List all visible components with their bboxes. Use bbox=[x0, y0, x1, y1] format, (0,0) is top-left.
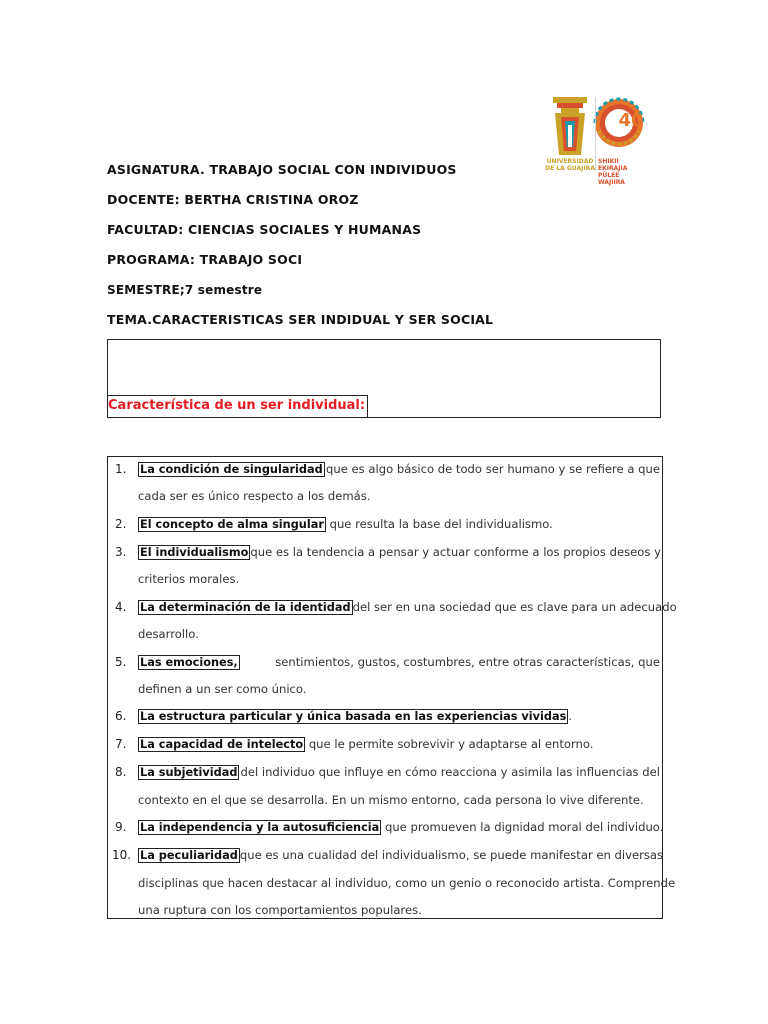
item-term: La subjetividad bbox=[140, 766, 238, 779]
facultad-line: FACULTAD: CIENCIAS SOCIALES Y HUMANAS bbox=[107, 222, 422, 237]
item-term: La independencia y la autosuficiencia bbox=[140, 821, 380, 834]
logo-left-text: UNIVERSIDAD DE LA GUAJIRA bbox=[545, 158, 595, 172]
logo-divider bbox=[595, 97, 596, 171]
semestre-line: SEMESTRE;7 semestre bbox=[107, 283, 263, 297]
item-continuation: contexto en el que se desarrolla. En un mismo entorno, cada persona lo vive diferente. bbox=[138, 793, 644, 807]
item-number: 5. bbox=[115, 655, 127, 669]
tema-line: TEMA.CARACTERISTICAS SER INDIDUAL Y SER SOCIAL bbox=[107, 312, 494, 327]
item-text: que promueven la dignidad moral del individuo. bbox=[384, 820, 664, 834]
logo-right-text: SHIKII EKIRAJIA PÜLEE WAJIIRA bbox=[598, 158, 628, 186]
item-number: 4. bbox=[115, 600, 127, 614]
item-term: La estructura particular y única basada en las experiencias vividas bbox=[140, 710, 567, 723]
item-continuation: cada ser es único respecto a los demás. bbox=[138, 489, 371, 503]
item-text: del individuo que influye en cómo reacciona y asimila las influencias del bbox=[240, 765, 660, 779]
item-term: La capacidad de intelecto bbox=[140, 738, 304, 751]
item-term: La determinación de la identidad bbox=[140, 601, 351, 614]
item-text: que es algo básico de todo ser humano y se refiere a que bbox=[326, 462, 660, 476]
item-term: El individualismo bbox=[140, 546, 249, 559]
document-header bbox=[107, 160, 493, 340]
item-number: 6. bbox=[115, 709, 127, 723]
item-term: La condición de singularidad bbox=[140, 463, 323, 476]
item-number: 3. bbox=[115, 545, 127, 559]
item-continuation: desarrollo. bbox=[138, 627, 199, 641]
programa-line: PROGRAMA: TRABAJO SOCI bbox=[107, 252, 303, 267]
item-text: del ser en una sociedad que es clave para un adecuado bbox=[352, 600, 677, 614]
section-title: Característica de un ser individual: bbox=[108, 395, 368, 417]
item-text: sentimientos, gustos, costumbres, entre otras características, que bbox=[275, 655, 660, 669]
item-text: que resulta la base del individualismo. bbox=[329, 517, 553, 531]
docente-line: DOCENTE: BERTHA CRISTINA OROZ bbox=[107, 192, 359, 207]
item-text: que le permite sobrevivir y adaptarse al entorno. bbox=[308, 737, 594, 751]
item-term: El concepto de alma singular bbox=[140, 518, 324, 531]
item-text: que es una cualidad del individualismo, se puede manifestar en diversas bbox=[239, 848, 664, 862]
item-number: 9. bbox=[115, 820, 127, 834]
item-text: que es la tendencia a pensar y actuar conforme a los propios deseos y bbox=[250, 545, 661, 559]
item-continuation: definen a un ser como único. bbox=[138, 682, 307, 696]
characteristics-list-box bbox=[107, 456, 677, 919]
item-term: Las emociones, bbox=[140, 656, 238, 669]
item-number: 1. bbox=[115, 462, 127, 476]
item-continuation: disciplinas que hacen destacar al individuo, como un genio o reconocido artista. Comprende bbox=[138, 876, 676, 890]
item-term: La peculiaridad bbox=[140, 849, 238, 862]
item-number: 10. bbox=[112, 848, 132, 862]
logo-badge-number: 40 bbox=[618, 110, 644, 131]
item-number: 8. bbox=[115, 765, 127, 779]
item-number: 2. bbox=[115, 517, 127, 531]
asignatura-line: ASIGNATURA. TRABAJO SOCIAL CON INDIVIDUOS bbox=[107, 162, 457, 177]
item-number: 7. bbox=[115, 737, 127, 751]
item-continuation: criterios morales. bbox=[138, 572, 240, 586]
section-title-box bbox=[107, 339, 661, 418]
item-continuation: una ruptura con los comportamientos populares. bbox=[138, 903, 422, 917]
item-text: . bbox=[568, 709, 572, 723]
